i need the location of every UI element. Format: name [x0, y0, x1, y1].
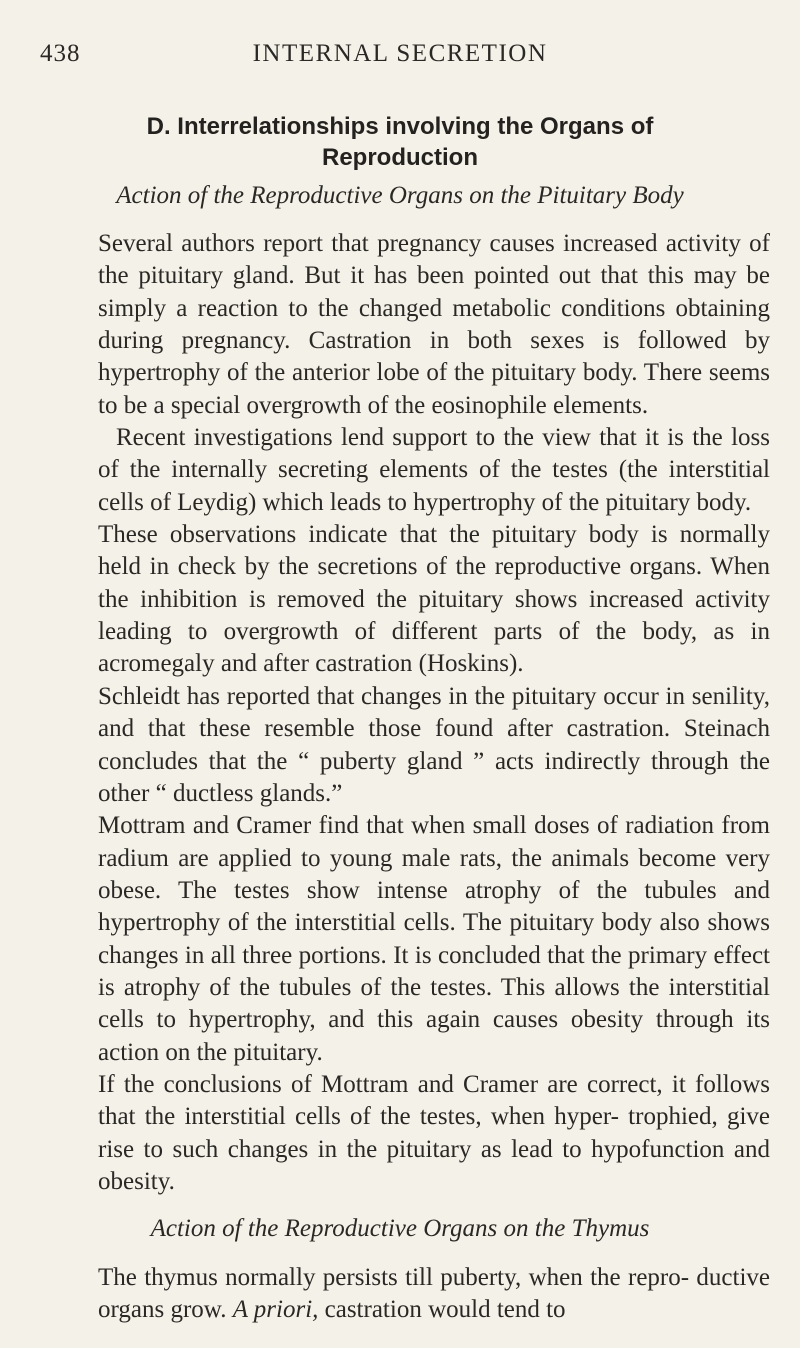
paragraph-italic-text: A priori, [232, 1296, 319, 1324]
page-number: 438 [40, 40, 81, 67]
paragraph: Schleidt has reported that changes in the pituitary occur in senility, and that these resemble those found after castration. Steinach concludes that the “ puberty gland ” acts indirectly through the other “ ductless glands.” [98, 682, 770, 807]
paragraph: Mottram and Cramer find that when small doses of radiation from radium are applied to young male rats, the animals become very obese. The testes show intense atrophy of the tubules and hypertrophy of the interstitial cells. The pituitary body also shows changes in all three portions. It is concluded that the primary effect is atrophy of the tubules of the testes. This allows the interstitial cells to hypertrophy, and this again causes obesity through its action on the pituitary. [98, 812, 770, 1066]
thymus-body-text [98, 1262, 770, 1327]
paragraph: These observations indicate that the pituitary body is normally held in check by the secretions of the reproductive organs. When the inhibition is removed the pituitary shows increased activity leading to overgrowth of different parts of the body, as in acromegaly and after castration (Hoskins). [98, 521, 770, 678]
section-heading-line1: D. Interrelationships involving the Organs of [146, 113, 654, 140]
paragraph: Recent investigations lend support to the view that it is the loss of the internally secreting elements of the testes (the interstitial cells of Leydig) which leads to hypertrophy of the pituitary body. [98, 424, 770, 516]
subheading-thymus: Action of the Reproductive Organs on the Thymus [150, 1215, 650, 1242]
paragraph: Several authors report that pregnancy causes increased activity of the pituitary gland. But it has been pointed out that this may be simply a reaction to the changed metabolic conditions obtaining during pregnancy. Castration in both sexes is followed by hypertrophy of the anterior lobe of the pituitary body. There seems to be a special overgrowth of the eosinophile elements. [98, 230, 770, 419]
subheading-pituitary: Action of the Reproductive Organs on the Pituitary Body [116, 182, 684, 209]
running-title: INTERNAL SECRETION [252, 40, 548, 67]
section-heading-line2: Reproduction [322, 144, 478, 171]
paragraph-text: The thymus normally persists till puberty, when the repro- ductive organs grow. [98, 1264, 770, 1324]
pituitary-body-text [98, 228, 770, 1198]
running-head [40, 40, 760, 74]
paragraph [98, 1262, 770, 1327]
paragraph-text: castration would tend to [318, 1296, 566, 1324]
paragraph: If the conclusions of Mottram and Cramer are correct, it follows that the interstitial cells of the testes, when hyper- trophied, give rise to such changes in the pituitary as lead to hypofunction and obesity. [98, 1070, 770, 1195]
section-heading [80, 111, 720, 173]
